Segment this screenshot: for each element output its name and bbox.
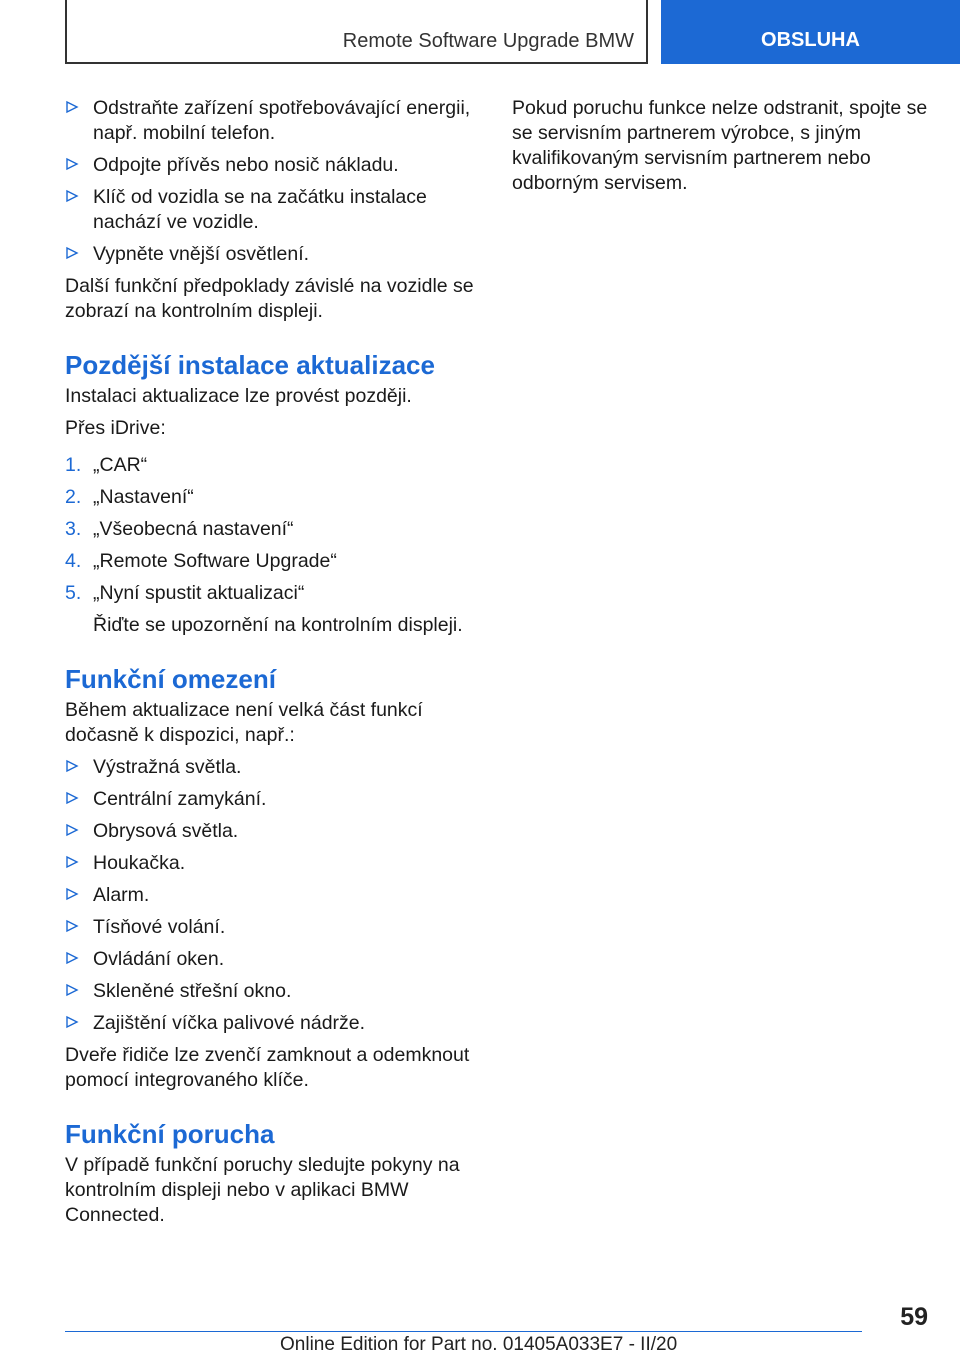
step-number: 5. <box>65 582 82 604</box>
triangle-right-icon <box>65 887 79 901</box>
step-text: „CAR“ <box>93 454 148 476</box>
fault-text: V případě funkční poruchy sledujte pokyny na kontrolním displeji nebo v aplikaci BMW Connected. <box>65 1154 460 1226</box>
list-item-text: Obrysová světla. <box>93 820 239 842</box>
footer-divider <box>65 1331 862 1332</box>
left-column <box>65 96 485 1235</box>
list-item-text: Odstraňte zařízení spotřebovávající energii, např. mobilní telefon. <box>93 97 471 144</box>
heading-limits: Funkční omezení <box>65 664 276 694</box>
list-item <box>65 242 485 267</box>
list-item-text: Vypněte vnější osvětlení. <box>93 243 310 265</box>
list-item <box>65 153 485 178</box>
step-item <box>65 549 485 574</box>
fault-remedy-paragraph: Pokud poruchu funkce nelze odstranit, spojte se se servisním partnerem výrobce, s jiným kvalifikovaným servisním partnerem nebo odborným servisem. <box>512 97 928 194</box>
step-text: „Nastavení“ <box>93 486 194 508</box>
list-item-text: Klíč od vozidla se na začátku instalace nachází ve vozidle. <box>93 186 427 233</box>
limits-note: Dveře řidiče lze zvenčí zamknout a odemknout pomocí integrovaného klíče. <box>65 1044 470 1091</box>
triangle-right-icon <box>65 1015 79 1029</box>
triangle-right-icon <box>65 855 79 869</box>
step-text: „Všeobecná nastavení“ <box>93 518 294 540</box>
triangle-right-icon <box>65 100 79 114</box>
list-item-text: Výstražná světla. <box>93 756 242 778</box>
conditions-paragraph: Další funkční předpoklady závislé na vozidle se zobrazí na kontrolním displeji. <box>65 275 474 322</box>
heading-later-install: Pozdější instalace aktualizace <box>65 350 435 380</box>
list-item-text: Houkačka. <box>93 852 186 874</box>
step-item <box>65 453 485 478</box>
right-column <box>512 96 932 203</box>
list-item <box>65 979 485 1004</box>
step-item <box>65 581 485 606</box>
list-item <box>65 915 485 940</box>
header-frame <box>65 0 648 64</box>
triangle-right-icon <box>65 157 79 171</box>
heading-fault: Funkční porucha <box>65 1119 275 1149</box>
list-item <box>65 96 485 146</box>
list-item-text: Zajištění víčka palivové nádrže. <box>93 1012 366 1034</box>
triangle-right-icon <box>65 246 79 260</box>
step-number: 3. <box>65 518 82 540</box>
list-item-text: Alarm. <box>93 884 150 906</box>
step-item <box>65 517 485 542</box>
footer-edition: Online Edition for Part no. 01405A033E7 - II/20 <box>280 1334 678 1355</box>
list-item <box>65 787 485 812</box>
list-item <box>65 1011 485 1036</box>
list-item-text: Skleněné střešní okno. <box>93 980 292 1002</box>
triangle-right-icon <box>65 983 79 997</box>
step-number: 1. <box>65 454 82 476</box>
list-item-text: Tísňové volání. <box>93 916 226 938</box>
triangle-right-icon <box>65 823 79 837</box>
triangle-right-icon <box>65 189 79 203</box>
list-item <box>65 883 485 908</box>
header-title: Remote Software Upgrade BMW <box>342 30 634 52</box>
list-item <box>65 819 485 844</box>
step-number: 4. <box>65 550 82 572</box>
triangle-right-icon <box>65 951 79 965</box>
step-item <box>65 485 485 510</box>
page-number: 59 <box>900 1303 928 1331</box>
list-item <box>65 947 485 972</box>
later-follow: Řiďte se upozornění na kontrolním displeji. <box>93 614 463 636</box>
later-via: Přes iDrive: <box>65 417 166 439</box>
limits-intro: Během aktualizace není velká část funkcí dočasně k dispozici, např.: <box>65 699 423 746</box>
step-text: „Remote Software Upgrade“ <box>93 550 337 572</box>
list-item <box>65 851 485 876</box>
section-tab[interactable] <box>661 0 960 64</box>
list-item <box>65 755 485 780</box>
list-item-text: Odpojte přívěs nebo nosič nákladu. <box>93 154 399 176</box>
section-tab-label: OBSLUHA <box>761 28 860 51</box>
later-intro: Instalaci aktualizace lze provést později. <box>65 385 412 407</box>
list-item <box>65 185 485 235</box>
step-number: 2. <box>65 486 82 508</box>
triangle-right-icon <box>65 791 79 805</box>
step-text: „Nyní spustit aktualizaci“ <box>93 582 305 604</box>
triangle-right-icon <box>65 919 79 933</box>
triangle-right-icon <box>65 759 79 773</box>
list-item-text: Ovládání oken. <box>93 948 225 970</box>
list-item-text: Centrální zamykání. <box>93 788 267 810</box>
